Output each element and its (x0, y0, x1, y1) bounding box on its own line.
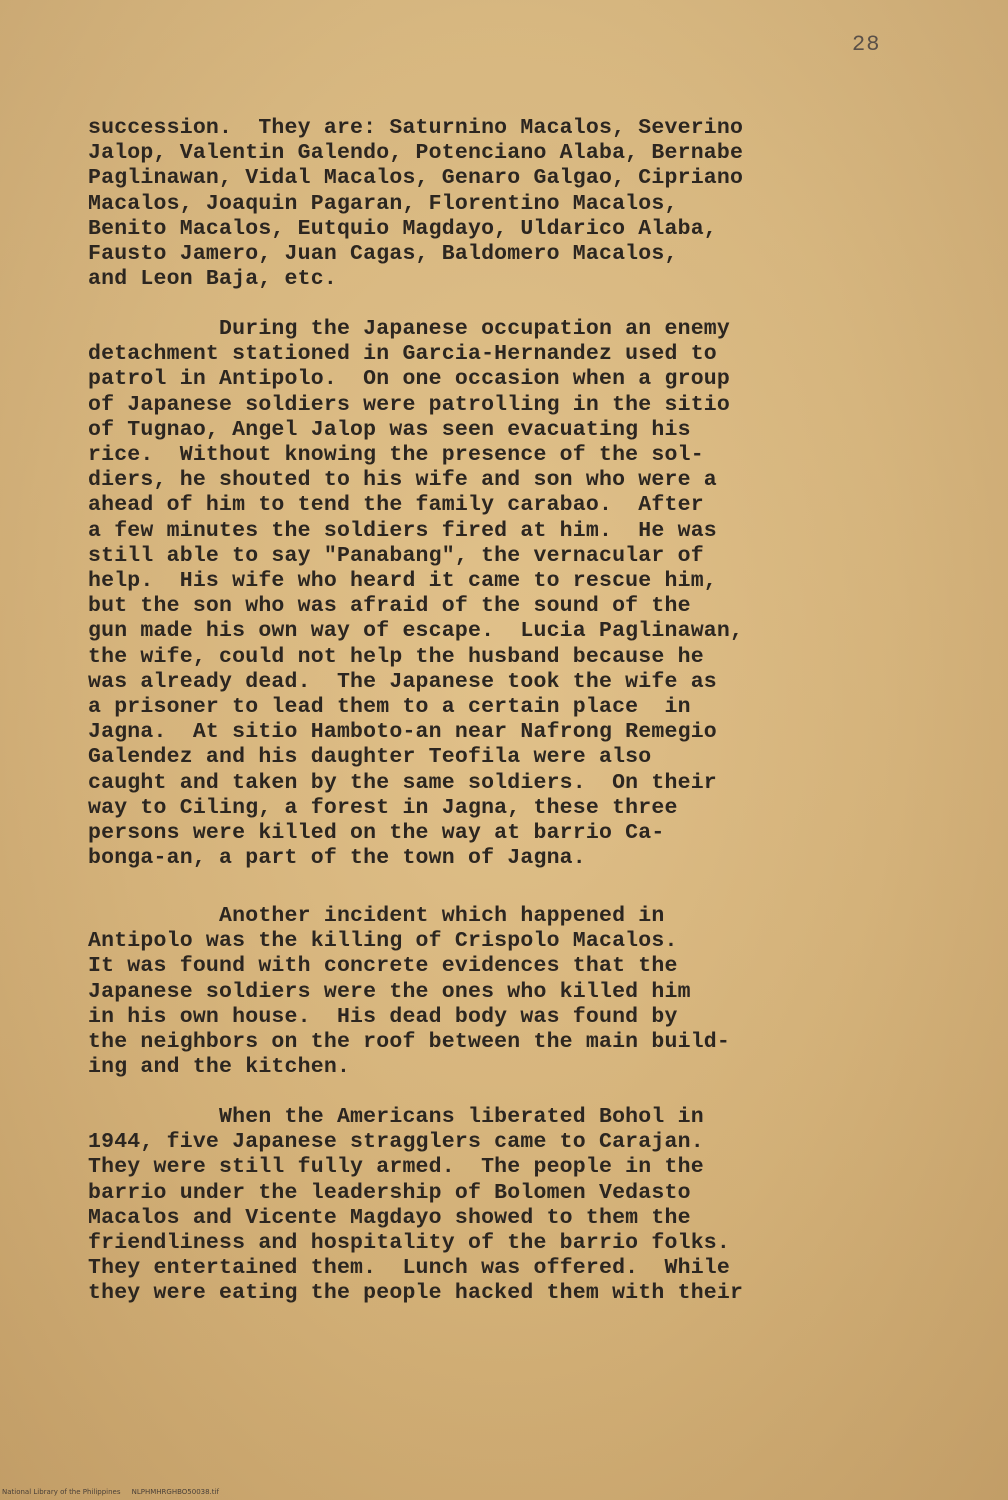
paragraph-4 (88, 1105, 743, 1307)
text-line: of Japanese soldiers were patrolling in the sitio (88, 392, 731, 417)
text-line: of Tugnao, Angel Jalop was seen evacuating his (88, 417, 691, 442)
text-line: Fausto Jamero, Juan Cagas, Baldomero Macalos, (88, 242, 678, 267)
text-line: 1944, five Japanese stragglers came to Carajan. (88, 1130, 704, 1155)
page-number: 28 (852, 32, 881, 57)
text-line: barrio under the leadership of Bolomen Vedasto (88, 1180, 691, 1205)
text-line: It was found with concrete evidences that the (88, 954, 678, 979)
text-line: rice. Without knowing the presence of the sol- (88, 443, 704, 468)
text-line: way to Ciling, a forest in Jagna, these three (88, 795, 678, 820)
text-line: they were eating the people hacked them with their (88, 1281, 744, 1306)
text-line: caught and taken by the same soldiers. On their (88, 770, 717, 795)
text-line: bonga-an, a part of the town of Jagna. (88, 846, 586, 871)
text-line: still able to say "Panabang", the vernacular of (88, 543, 704, 568)
text-line: the wife, could not help the husband because he (88, 644, 704, 669)
text-line: patrol in Antipolo. On one occasion when a group (88, 367, 731, 392)
paragraph-1 (88, 116, 743, 292)
text-line: Jagna. At sitio Hamboto-an near Nafrong Remegio (88, 720, 717, 745)
text-line: diers, he shouted to his wife and son who were a (88, 468, 717, 493)
text-line: Paglinawan, Vidal Macalos, Genaro Galgao, Cipriano (88, 166, 744, 191)
text-line: ing and the kitchen. (88, 1055, 351, 1080)
text-line: but the son who was afraid of the sound of the (88, 594, 691, 619)
text-line: a prisoner to lead them to a certain place in (88, 695, 691, 720)
text-line: in his own house. His dead body was found by (88, 1004, 678, 1029)
text-line: succession. They are: Saturnino Macalos, Severino (88, 116, 744, 140)
paragraph-2 (88, 317, 743, 871)
text-line: Macalos and Vicente Magdayo showed to them the (88, 1205, 691, 1230)
text-line: During the Japanese occupation an enemy (88, 317, 731, 341)
paragraph-3 (88, 904, 730, 1080)
text-line: Antipolo was the killing of Crispolo Macalos. (88, 929, 678, 954)
text-line: They were still fully armed. The people in the (88, 1155, 704, 1180)
text-line: When the Americans liberated Bohol in (88, 1105, 704, 1129)
text-line: ahead of him to tend the family carabao. After (88, 493, 704, 518)
text-line: Another incident which happened in (88, 904, 665, 928)
text-line: and Leon Baja, etc. (88, 267, 337, 292)
text-line: the neighbors on the roof between the main build- (88, 1030, 731, 1055)
text-line: Galendez and his daughter Teofila were also (88, 745, 652, 770)
scan-footer-caption: National Library of the Philippines NLPHMHRGHBO50038.tif (2, 1488, 219, 1496)
text-line: was already dead. The Japanese took the wife as (88, 669, 717, 694)
text-line: a few minutes the soldiers fired at him. He was (88, 518, 717, 543)
text-line: persons were killed on the way at barrio Ca- (88, 821, 665, 846)
text-line: friendliness and hospitality of the barrio folks. (88, 1231, 731, 1256)
text-line: Japanese soldiers were the ones who killed him (88, 979, 691, 1004)
text-line: Benito Macalos, Eutquio Magdayo, Uldarico Alaba, (88, 216, 717, 241)
text-line: Macalos, Joaquin Pagaran, Florentino Macalos, (88, 191, 678, 216)
text-line: detachment stationed in Garcia-Hernandez used to (88, 342, 717, 367)
text-line: help. His wife who heard it came to rescue him, (88, 569, 717, 594)
text-line: They entertained them. Lunch was offered. While (88, 1256, 731, 1281)
text-line: gun made his own way of escape. Lucia Paglinawan, (88, 619, 744, 644)
text-line: Jalop, Valentin Galendo, Potenciano Alaba, Bernabe (88, 141, 744, 166)
